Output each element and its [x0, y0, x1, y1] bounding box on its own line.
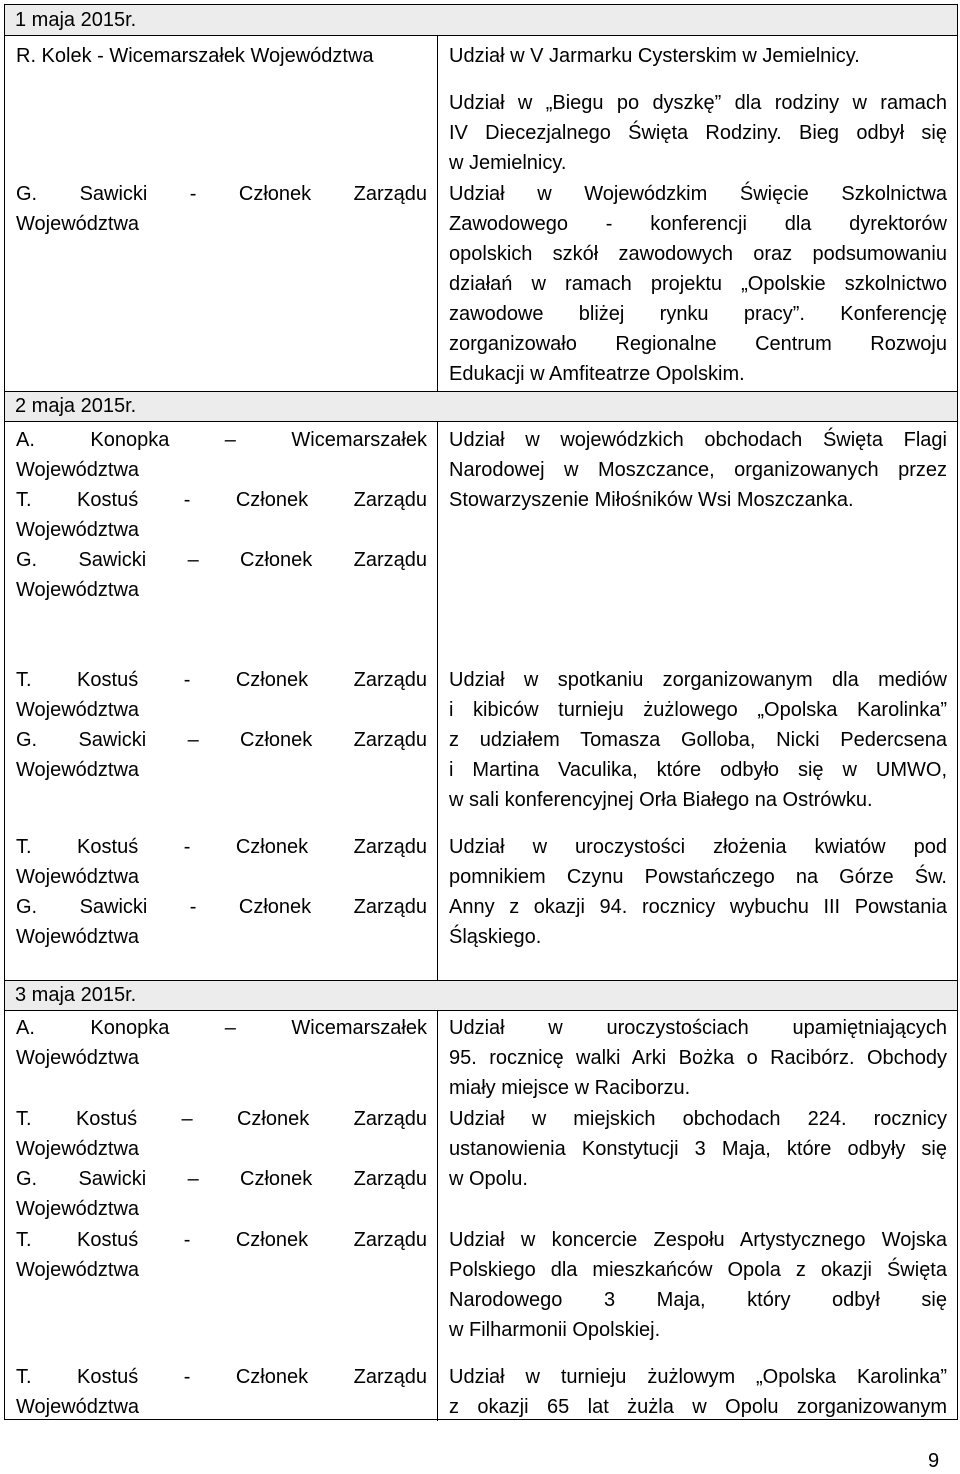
- participants-cell: [16, 425, 427, 605]
- event-line: w Opolu.: [449, 1168, 528, 1190]
- event-cell: [449, 88, 947, 178]
- event-line: Zawodowego - konferencji dla dyrektorów: [449, 213, 947, 235]
- date-label: 3 maja 2015r.: [15, 984, 137, 1006]
- row-divider: [5, 1010, 957, 1011]
- participant-line: G. Sawicki – Członek Zarządu: [16, 1168, 427, 1190]
- event-line: Narodowej w Moszczance, organizowanych przez: [449, 459, 947, 481]
- participant-line: Województwa: [16, 213, 140, 235]
- participant-line: Województwa: [16, 519, 140, 541]
- participant-line: T. Kostuś - Członek Zarządu: [16, 1366, 427, 1388]
- date-label: 2 maja 2015r.: [15, 395, 137, 417]
- event-cell: [449, 179, 947, 389]
- event-line: Udział w koncercie Zespołu Artystycznego Wojska: [449, 1229, 947, 1251]
- event-line: Udział w „Biegu po dyszkę” dla rodziny w ramach: [449, 92, 947, 114]
- participant-line: T. Kostuś - Członek Zarządu: [16, 1229, 427, 1251]
- event-cell: [449, 41, 947, 71]
- event-line: w sali konferencyjnej Orła Białego na Ostrówku.: [449, 789, 873, 811]
- event-line: i Martina Vaculika, które odbyło się w UMWO,: [449, 759, 947, 781]
- participant-line: Województwa: [16, 579, 140, 601]
- date-row: [5, 391, 957, 421]
- event-line: w Jemielnicy.: [449, 152, 567, 174]
- event-line: Śląskiego.: [449, 926, 542, 948]
- event-line: z okazji 65 lat żużla w Opolu zorganizowanym: [449, 1396, 947, 1418]
- event-line: w Filharmonii Opolskiej.: [449, 1319, 661, 1341]
- event-line: ustanowienia Konstytucji 3 Maja, które odbyły się: [449, 1138, 947, 1160]
- participant-line: Województwa: [16, 866, 140, 888]
- event-line: pomnikiem Czynu Powstańczego na Górze Św.: [449, 866, 947, 888]
- column-divider: [437, 35, 438, 391]
- participant-line: Województwa: [16, 1198, 140, 1220]
- participants-cell: [16, 41, 427, 71]
- event-line: z udziałem Tomasza Golloba, Nicki Pedercsena: [449, 729, 947, 751]
- schedule-table: [4, 4, 958, 1420]
- event-line: i kibiców turnieju żużlowego „Opolska Karolinka”: [449, 699, 947, 721]
- event-line: Udział w V Jarmarku Cysterskim w Jemielnicy.: [449, 45, 860, 67]
- event-cell: [449, 1362, 947, 1422]
- row-divider: [5, 421, 957, 422]
- event-line: Udział w uroczystościach upamiętniających: [449, 1017, 947, 1039]
- event-line: 95. rocznicę walki Arki Bożka o Racibórz. Obchody: [449, 1047, 947, 1069]
- participant-line: T. Kostuś - Członek Zarządu: [16, 836, 427, 858]
- row-divider: [5, 980, 957, 981]
- participant-line: G. Sawicki – Członek Zarządu: [16, 549, 427, 571]
- participant-line: Województwa: [16, 459, 140, 481]
- event-line: Udział w turnieju żużlowym „Opolska Karolinka”: [449, 1366, 947, 1388]
- event-line: zorganizowało Regionalne Centrum Rozwoju: [449, 333, 947, 355]
- event-line: działań w ramach projektu „Opolskie szkolnictwo: [449, 273, 947, 295]
- event-line: Anny z okazji 94. rocznicy wybuchu III Powstania: [449, 896, 947, 918]
- event-cell: [449, 425, 947, 515]
- event-line: Udział w Wojewódzkim Święcie Szkolnictwa: [449, 183, 947, 205]
- participant-line: Województwa: [16, 1259, 140, 1281]
- event-line: Udział w miejskich obchodach 224. rocznicy: [449, 1108, 947, 1130]
- date-row: [5, 980, 957, 1010]
- participant-line: T. Kostuś - Członek Zarządu: [16, 489, 427, 511]
- row-divider: [5, 391, 957, 392]
- participant-line: T. Kostuś - Członek Zarządu: [16, 669, 427, 691]
- participants-cell: [16, 1225, 427, 1285]
- participant-line: Województwa: [16, 1047, 140, 1069]
- event-line: Edukacji w Amfiteatrze Opolskim.: [449, 363, 745, 385]
- participant-line: R. Kolek - Wicemarszałek Województwa: [16, 45, 374, 67]
- column-divider: [437, 421, 438, 980]
- event-cell: [449, 1225, 947, 1345]
- column-divider: [437, 1010, 438, 1421]
- participant-line: Województwa: [16, 699, 140, 721]
- participants-cell: [16, 832, 427, 952]
- participant-line: G. Sawicki - Członek Zarządu: [16, 183, 427, 205]
- participant-line: Województwa: [16, 759, 140, 781]
- participant-line: T. Kostuś – Członek Zarządu: [16, 1108, 427, 1130]
- row-divider: [5, 35, 957, 36]
- participant-line: A. Konopka – Wicemarszałek: [16, 429, 427, 451]
- date-label: 1 maja 2015r.: [15, 9, 137, 31]
- participants-cell: [16, 1104, 427, 1224]
- participants-cell: [16, 179, 427, 239]
- event-line: Udział w wojewódzkich obchodach Święta Flagi: [449, 429, 947, 451]
- participant-line: Województwa: [16, 926, 140, 948]
- event-line: Stowarzyszenie Miłośników Wsi Moszczanka.: [449, 489, 854, 511]
- event-line: opolskich szkół zawodowych oraz podsumowaniu: [449, 243, 947, 265]
- participants-cell: [16, 665, 427, 785]
- event-cell: [449, 665, 947, 815]
- participant-line: G. Sawicki - Członek Zarządu: [16, 896, 427, 918]
- event-line: zawodowe bliżej rynku pracy”. Konferencję: [449, 303, 947, 325]
- event-cell: [449, 1104, 947, 1194]
- page-number: 9: [928, 1450, 940, 1472]
- participants-cell: [16, 1013, 427, 1073]
- event-line: IV Diecezjalnego Święta Rodziny. Bieg odbył się: [449, 122, 947, 144]
- participant-line: Województwa: [16, 1396, 140, 1418]
- participant-line: Województwa: [16, 1138, 140, 1160]
- event-line: miały miejsce w Raciborzu.: [449, 1077, 691, 1099]
- participant-line: A. Konopka – Wicemarszałek: [16, 1017, 427, 1039]
- date-row: [5, 5, 957, 35]
- event-line: Narodowego 3 Maja, który odbył się: [449, 1289, 947, 1311]
- event-line: Udział w spotkaniu zorganizowanym dla mediów: [449, 669, 947, 691]
- event-cell: [449, 1013, 947, 1103]
- event-line: Udział w uroczystości złożenia kwiatów pod: [449, 836, 947, 858]
- event-line: Polskiego dla mieszkańców Opola z okazji Święta: [449, 1259, 947, 1281]
- participants-cell: [16, 1362, 427, 1422]
- event-cell: [449, 832, 947, 952]
- participant-line: G. Sawicki – Członek Zarządu: [16, 729, 427, 751]
